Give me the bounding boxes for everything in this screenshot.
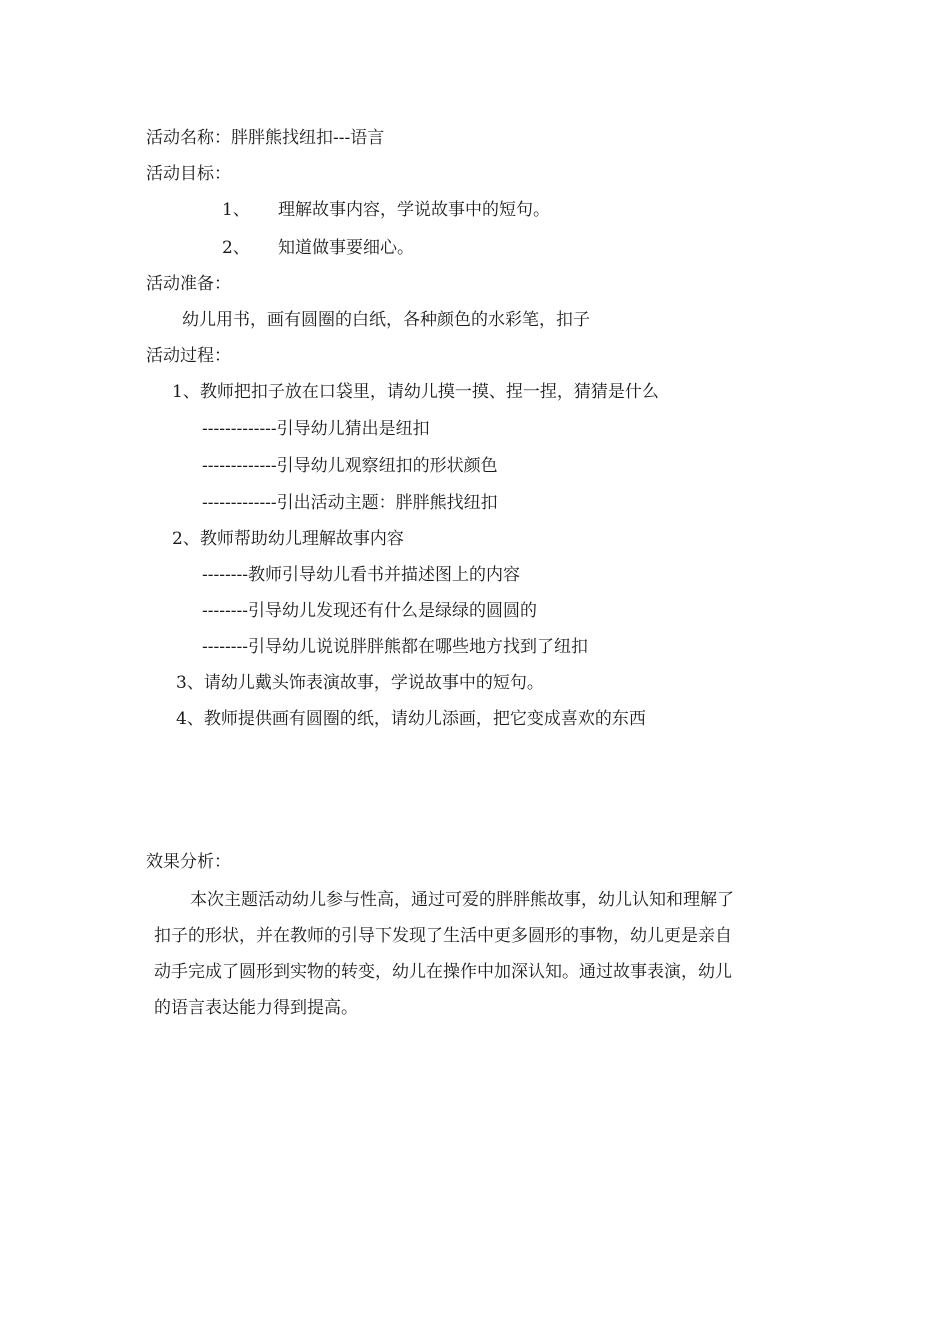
preparation-text: 幼儿用书，画有圆圈的白纸，各种颜色的水彩笔，扣子	[182, 310, 590, 330]
process-step-3: 3、请幼儿戴头饰表演故事，学说故事中的短句。	[176, 673, 544, 693]
step1-sub-2: -------------引导幼儿观察纽扣的形状颜色	[202, 456, 498, 476]
activity-title: 活动名称：胖胖熊找纽扣---语言	[146, 128, 385, 148]
process-step-1: 1、教师把扣子放在口袋里，请幼儿摸一摸、捏一捏，猜猜是什么	[172, 382, 659, 402]
analysis-heading: 效果分析：	[146, 852, 231, 872]
step1-sub-1: -------------引导幼儿猜出是纽扣	[202, 419, 430, 439]
process-step-2: 2、教师帮助幼儿理解故事内容	[172, 529, 404, 549]
goals-heading: 活动目标：	[146, 164, 231, 184]
goal-text-1: 理解故事内容，学说故事中的短句。	[278, 200, 550, 220]
process-step-4: 4、教师提供画有圆圈的纸，请幼儿添画，把它变成喜欢的东西	[176, 709, 646, 729]
analysis-line-1: 本次主题活动幼儿参与性高，通过可爱的胖胖熊故事，幼儿认知和理解了	[190, 890, 734, 910]
step1-sub-3: -------------引出活动主题：胖胖熊找纽扣	[202, 493, 498, 513]
step2-sub-1: --------教师引导幼儿看书并描述图上的内容	[202, 565, 520, 585]
preparation-heading: 活动准备：	[146, 274, 231, 294]
step2-sub-3: --------引导幼儿说说胖胖熊都在哪些地方找到了纽扣	[202, 637, 588, 657]
goal-number-2: 2、	[222, 238, 250, 258]
goal-number-1: 1、	[222, 200, 250, 220]
analysis-line-4: 的语言表达能力得到提高。	[154, 998, 358, 1018]
analysis-line-2: 扣子的形状，并在教师的引导下发现了生活中更多圆形的事物，幼儿更是亲自	[154, 926, 732, 946]
process-heading: 活动过程：	[146, 346, 231, 366]
step2-sub-2: --------引导幼儿发现还有什么是绿绿的圆圆的	[202, 601, 537, 621]
goal-text-2: 知道做事要细心。	[278, 238, 414, 258]
analysis-line-3: 动手完成了圆形到实物的转变，幼儿在操作中加深认知。通过故事表演，幼儿	[154, 962, 732, 982]
